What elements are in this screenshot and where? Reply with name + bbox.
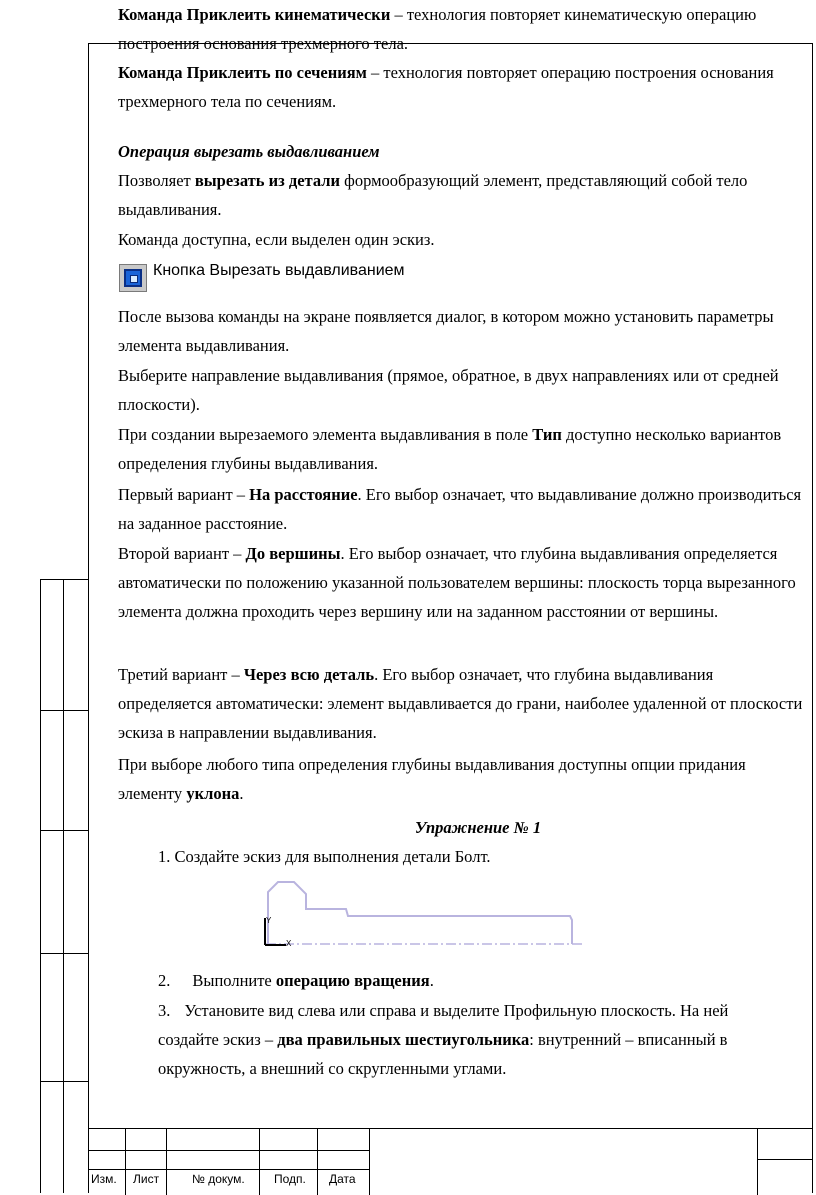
paragraph-text: . Его выбор означает, что глубина выдавливания определяется автоматически: элемент выдавливается до грани, наиболее удаленной от плоскости эскиза в направлении выдавливания. — [118, 665, 803, 742]
title-block-izm: Изм. — [91, 1172, 117, 1186]
step-number: 3. — [158, 1001, 171, 1020]
paragraph-text: При выборе любого типа определения глубины выдавливания доступны опции придания элементу — [118, 755, 746, 803]
paragraph-type — [118, 420, 808, 478]
command-name: Команда Приклеить по сечениям — [118, 63, 367, 82]
bold-term: два правильных шестиугольника — [277, 1030, 530, 1049]
button-caption: Кнопка Вырезать выдавливанием — [153, 262, 405, 279]
bold-term: До вершины — [245, 544, 341, 563]
paragraph-text: Первый вариант – — [118, 485, 250, 504]
paragraph-text: Второй вариант – — [118, 544, 246, 563]
paragraph-text: – технология повторяет кинематическую операцию построения основания трехмерного тела. — [118, 5, 757, 53]
paragraph-text: – технология повторяет операцию построения основания трехмерного тела по сечениям. — [118, 63, 774, 111]
exercise-title: Упражнение № 1 — [414, 818, 542, 837]
title-block-podp: Подп. — [274, 1172, 306, 1186]
paragraph-text: Третий вариант – — [118, 665, 244, 684]
cut-extrude-icon — [119, 264, 147, 292]
paragraph-availability: Команда доступна, если выделен один эскиз. — [118, 230, 435, 249]
bold-term: вырезать из детали — [194, 171, 340, 190]
title-block-doc-no: № докум. — [192, 1172, 245, 1186]
command-name: Команда Приклеить кинематически — [118, 5, 391, 24]
y-axis-label: Y — [266, 916, 272, 925]
paragraph-text: . Его выбор означает, что выдавливание должно производиться на заданное расстояние. — [118, 485, 802, 533]
bold-term: Через всю деталь — [243, 665, 375, 684]
paragraph-text: Позволяет — [118, 171, 195, 190]
exercise-step-2 — [158, 966, 758, 995]
bold-term: уклона — [186, 784, 240, 803]
paragraph-direction: Выберите направление выдавливания (прямое, обратное, в двух направлениях или от средней плоскости). — [118, 366, 779, 414]
paragraph-text: . — [429, 971, 434, 990]
paragraph-allows — [118, 166, 808, 224]
step-number: 2. — [158, 971, 171, 990]
bolt-sketch — [256, 876, 586, 952]
paragraph-text: Выполните — [192, 971, 276, 990]
section-title: Операция вырезать выдавливанием — [118, 142, 380, 161]
bold-term: Тип — [532, 425, 562, 444]
paragraph-variant-2 — [118, 539, 808, 626]
paragraph-text: При создании вырезаемого элемента выдавливания в поле — [118, 425, 533, 444]
paragraph-variant-1 — [118, 480, 808, 538]
side-stamp-strip — [40, 579, 88, 1193]
paragraph-text: доступно несколько вариантов определения глубины выдавливания. — [118, 425, 782, 473]
title-block — [88, 1128, 813, 1194]
title-block-list: Лист — [133, 1172, 160, 1186]
paragraph-dialog: После вызова команды на экране появляется диалог, в котором можно установить параметры элемента выдавливания. — [118, 307, 774, 355]
paragraph-text: . — [239, 784, 244, 803]
paragraph-text: Установите вид слева или справа и выделите Профильную плоскость. На ней создайте эскиз – — [158, 1001, 729, 1049]
bold-term: операцию вращения — [275, 971, 430, 990]
paragraph-variant-3 — [118, 660, 808, 747]
paragraph-text: формообразующий элемент, представляющий собой тело выдавливания. — [118, 171, 748, 219]
x-axis-label: X — [286, 939, 292, 948]
paragraph-text: : внутренний – вписанный в окружность, а внешний со скругленными углами. — [158, 1030, 728, 1078]
exercise-step-1: 1. Создайте эскиз для выполнения детали Болт. — [158, 847, 491, 866]
paragraph-slope — [118, 750, 808, 808]
paragraph-sections — [118, 58, 808, 116]
bolt-profile-line — [268, 882, 572, 944]
exercise-step-3 — [158, 996, 788, 1083]
title-block-data: Дата — [329, 1172, 356, 1186]
bold-term: На расстояние — [249, 485, 358, 504]
paragraph-kinematic — [118, 0, 808, 58]
paragraph-text: . Его выбор означает, что глубина выдавливания определяется автоматически по положению указанной пользователем вершины: плоскость торца вырезанного элемента должна проходить через вершину или на заданном расстоянии от вершины. — [118, 544, 796, 621]
